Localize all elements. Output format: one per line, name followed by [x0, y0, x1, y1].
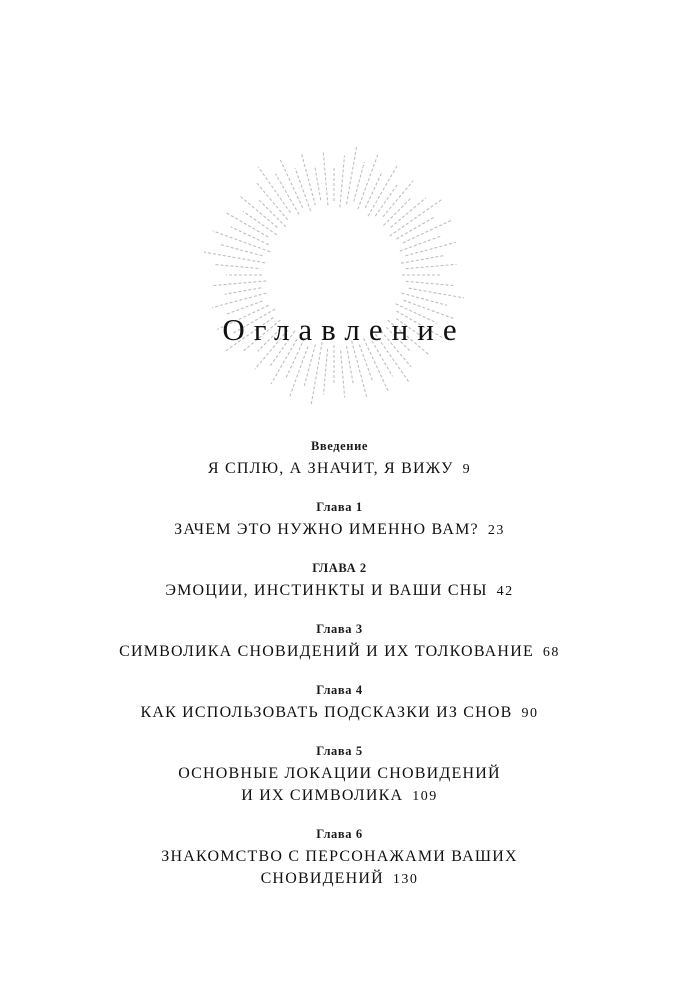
chapter-title	[0, 580, 679, 602]
chapter-title	[0, 702, 679, 724]
sunburst-ray	[212, 293, 266, 308]
chapter-label: Глава 6	[316, 827, 363, 841]
sunburst-ray	[323, 153, 328, 206]
toc-entry-chapter-5	[0, 743, 679, 807]
sunburst-ray	[375, 184, 397, 216]
page-number: 68	[542, 645, 560, 660]
sunburst-ray	[402, 293, 447, 305]
sunburst-ray	[212, 281, 267, 286]
page-number: 109	[412, 789, 438, 804]
chapter-title	[0, 785, 679, 807]
sunburst-ray	[215, 265, 259, 269]
chapter-title-text: Я СПЛЮ, А ЗНАЧИТ, Я ВИЖУ	[207, 460, 454, 477]
sunburst-ray	[225, 212, 268, 237]
sunburst-ray	[304, 345, 316, 389]
sunburst-ray	[295, 168, 311, 211]
toc-entry-chapter-4	[0, 682, 679, 724]
chapter-title	[0, 868, 679, 890]
chapter-title-text: КАК ИСПОЛЬЗОВАТЬ ПОДСКАЗКИ ИЗ СНОВ	[140, 704, 513, 721]
sunburst-ray	[352, 341, 367, 397]
chapter-title-text: ЗАЧЕМ ЭТО НУЖНО ИМЕННО ВАМ?	[174, 521, 479, 538]
chapter-title-text: ЭМОЦИИ, ИНСТИНКТЫ И ВАШИ СНЫ	[165, 582, 488, 599]
table-of-contents	[0, 438, 679, 909]
chapter-title-text: СИМВОЛИКА СНОВИДЕНИЙ И ИХ ТОЛКОВАНИЕ	[119, 643, 534, 660]
page-number: 90	[521, 706, 539, 721]
toc-entry-chapter-6	[0, 826, 679, 890]
sunburst-ray	[406, 281, 454, 285]
toc-entry-intro	[0, 438, 679, 480]
chapter-title-line-1: ЗНАКОМСТВО С ПЕРСОНАЖАМИ ВАШИХ	[161, 848, 518, 865]
chapter-title	[0, 763, 679, 784]
sunburst-ray	[406, 242, 456, 255]
chapter-label: Введение	[310, 439, 369, 453]
sunburst-ray	[347, 346, 354, 384]
sunburst-ray	[221, 245, 263, 256]
sunburst-ray	[400, 236, 441, 251]
sunburst-ray	[301, 153, 315, 205]
page-number: 9	[462, 462, 472, 477]
sunburst-ray	[231, 227, 269, 245]
toc-entry-chapter-2	[0, 560, 679, 602]
sunburst-ray	[401, 256, 443, 264]
sunburst-ray	[340, 156, 345, 208]
sunburst-ray	[290, 346, 308, 396]
chapter-title-line-1: ОСНОВНЫЕ ЛОКАЦИИ СНОВИДЕНИЙ	[178, 765, 501, 782]
chapter-label: Глава 5	[316, 744, 363, 758]
sunburst-ray	[324, 349, 328, 395]
sunburst-ornament	[199, 140, 469, 410]
chapter-label: Глава 1	[316, 500, 363, 514]
toc-entry-chapter-1	[0, 499, 679, 541]
chapter-title	[0, 846, 679, 867]
sunburst-ray	[409, 288, 464, 298]
sunburst-ray	[315, 166, 321, 201]
sunburst-ray	[365, 172, 382, 208]
chapter-title	[0, 458, 679, 480]
toc-entry-chapter-3	[0, 621, 679, 663]
sunburst-ray	[341, 351, 345, 398]
page-number: 42	[496, 584, 514, 599]
page-number: 130	[392, 872, 419, 887]
sunburst-ray	[406, 264, 457, 268]
sunburst-ray	[354, 162, 365, 202]
sunburst-ray	[311, 342, 322, 405]
chapter-title	[0, 519, 679, 541]
page-title: Оглавление	[222, 312, 466, 347]
chapter-title	[0, 641, 679, 663]
sunburst-ray	[390, 199, 442, 236]
chapter-title-line-2: И ИХ СИМВОЛИКА	[241, 787, 404, 804]
chapter-title-line-2: СНОВИДЕНИЙ	[260, 870, 384, 887]
chapter-label: Глава 3	[316, 622, 363, 636]
chapter-label: Глава 4	[316, 683, 363, 697]
sunburst-ray	[225, 288, 261, 295]
sunburst-ray	[258, 167, 290, 213]
page-number: 23	[487, 523, 505, 538]
chapter-label: ГЛАВА 2	[312, 561, 367, 575]
